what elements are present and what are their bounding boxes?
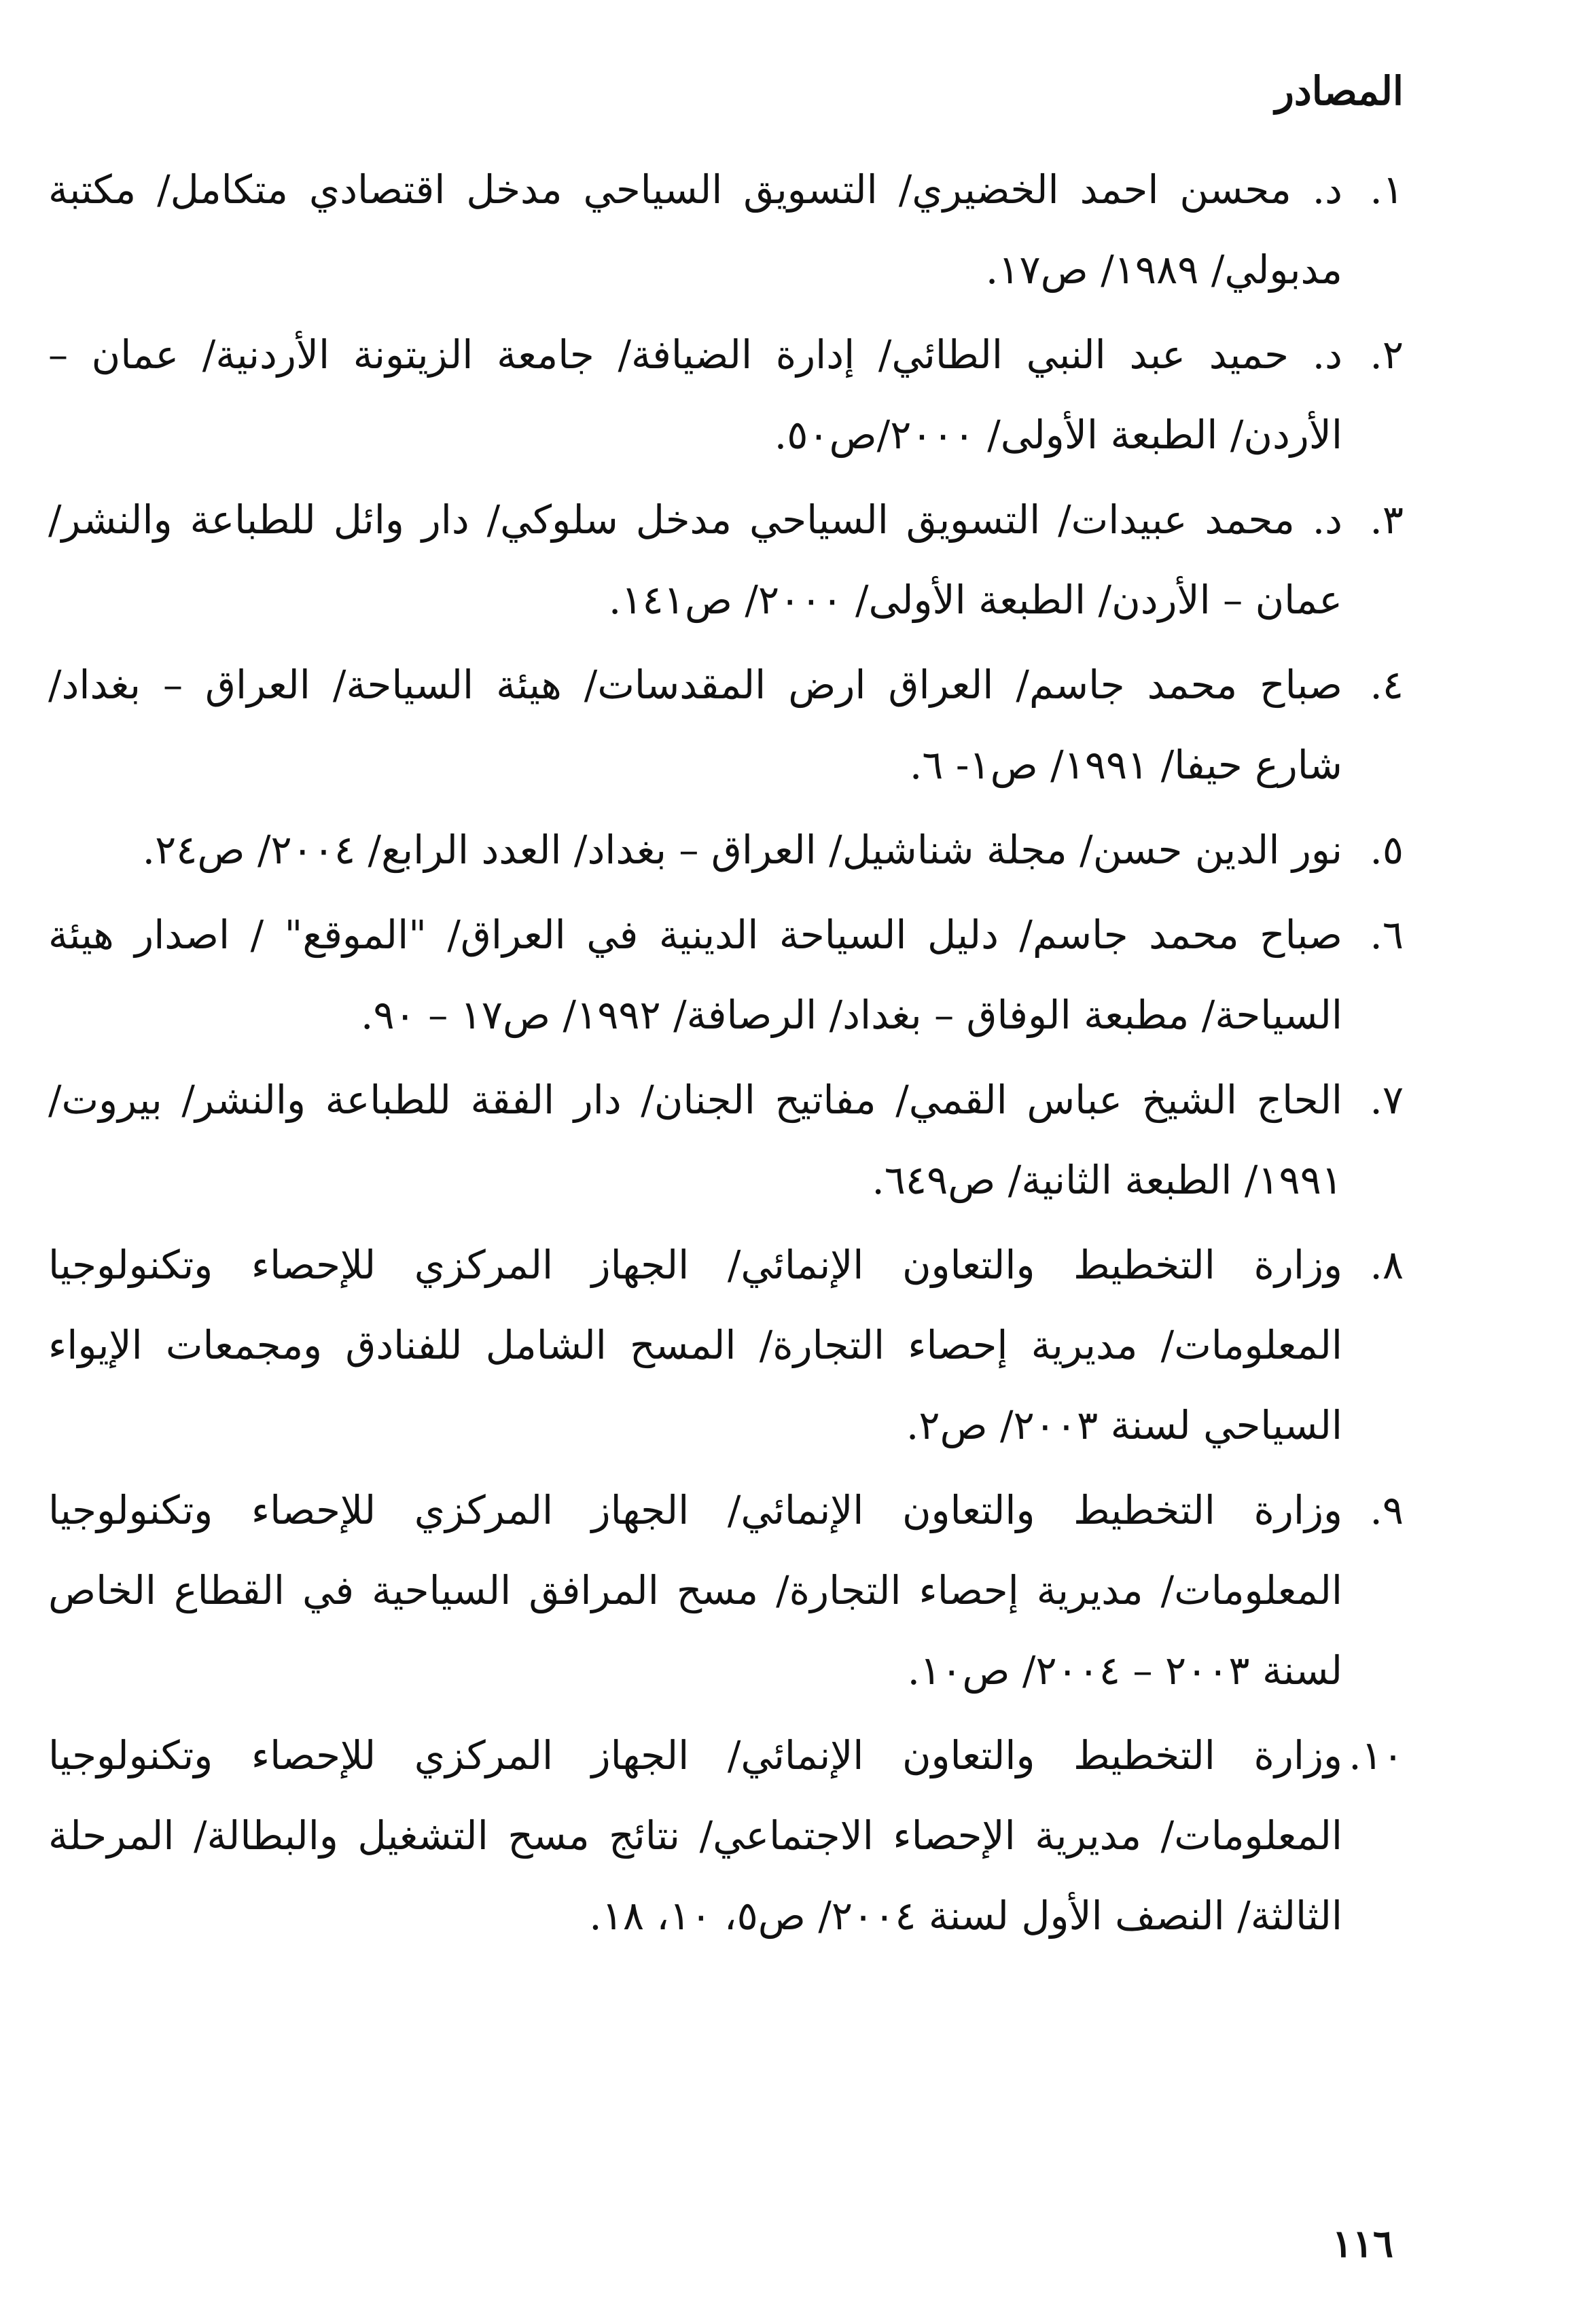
reference-text: صباح محمد جاسم/ دليل السياحة الدينية في العراق/ "الموقع" / اصدار هيئة السياحة/ مطبعة الوفاق – بغداد/ الرصافة/ ١٩٩٢/ ص١٧ – ٩٠. — [48, 912, 1342, 1038]
reference-number: ٢. — [1370, 332, 1404, 378]
reference-item — [48, 1715, 1404, 1956]
reference-item — [48, 315, 1404, 475]
reference-text: د. محمد عبيدات/ التسويق السياحي مدخل سلوكي/ دار وائل للطباعة والنشر/ عمان – الأردن/ الطبعة الأولى/ ٢٠٠٠/ ص١٤١. — [48, 497, 1342, 623]
page-heading: المصادر — [1274, 68, 1404, 114]
reference-item — [48, 149, 1404, 310]
reference-text: نور الدين حسن/ مجلة شناشيل/ العراق – بغداد/ العدد الرابع/ ٢٠٠٤/ ص٢٤. — [142, 827, 1342, 873]
reference-text: د. حميد عبد النبي الطائي/ إدارة الضيافة/ جامعة الزيتونة الأردنية/ عمان – الأردن/ الطبعة الأولى/ ٢٠٠٠/ص٥٠. — [48, 332, 1342, 458]
reference-number: ١٠. — [1349, 1732, 1404, 1778]
reference-number: ٦. — [1370, 912, 1404, 958]
reference-number: ٩. — [1370, 1487, 1404, 1533]
reference-number: ٣. — [1370, 497, 1404, 543]
reference-number: ٨. — [1370, 1242, 1404, 1288]
reference-text: وزارة التخطيط والتعاون الإنمائي/ الجهاز المركزي للإحصاء وتكنولوجيا المعلومات/ مديرية الإحصاء الاجتماعي/ نتائج مسح التشغيل والبطالة/ المرحلة الثالثة/ النصف الأول لسنة ٢٠٠٤/ ص٥، ١٠، ١٨. — [48, 1732, 1342, 1939]
reference-number: ٧. — [1370, 1077, 1404, 1123]
reference-item — [48, 480, 1404, 640]
reference-number: ٤. — [1370, 662, 1404, 708]
reference-text: وزارة التخطيط والتعاون الإنمائي/ الجهاز المركزي للإحصاء وتكنولوجيا المعلومات/ مديرية إحصاء التجارة/ مسح المرافق السياحية في القطاع الخاص لسنة ٢٠٠٣ – ٢٠٠٤/ ص١٠. — [48, 1487, 1342, 1694]
reference-text: صباح محمد جاسم/ العراق ارض المقدسات/ هيئة السياحة/ العراق – بغداد/ شارع حيفا/ ١٩٩١/ ص١- ٦. — [48, 662, 1342, 788]
reference-item — [48, 1225, 1404, 1465]
reference-item — [48, 645, 1404, 805]
reference-number: ١. — [1370, 166, 1404, 213]
page-number: ١١٦ — [1332, 2221, 1393, 2266]
reference-text: د. محسن احمد الخضيري/ التسويق السياحي مدخل اقتصادي متكامل/ مكتبة مدبولي/ ١٩٨٩/ ص١٧. — [48, 166, 1342, 293]
reference-list — [48, 149, 1404, 1961]
reference-text: الحاج الشيخ عباس القمي/ مفاتيح الجنان/ دار الفقة للطباعة والنشر/ بيروت/ ١٩٩١/ الطبعة الثانية/ ص٦٤٩. — [48, 1077, 1342, 1203]
reference-item — [48, 1060, 1404, 1220]
reference-text: وزارة التخطيط والتعاون الإنمائي/ الجهاز المركزي للإحصاء وتكنولوجيا المعلومات/ مديرية إحصاء التجارة/ المسح الشامل للفنادق ومجمعات الإيواء السياحي لسنة ٢٠٠٣/ ص٢. — [48, 1242, 1342, 1448]
reference-item — [48, 810, 1404, 890]
reference-item — [48, 895, 1404, 1055]
reference-number: ٥. — [1370, 827, 1404, 873]
reference-item — [48, 1470, 1404, 1711]
